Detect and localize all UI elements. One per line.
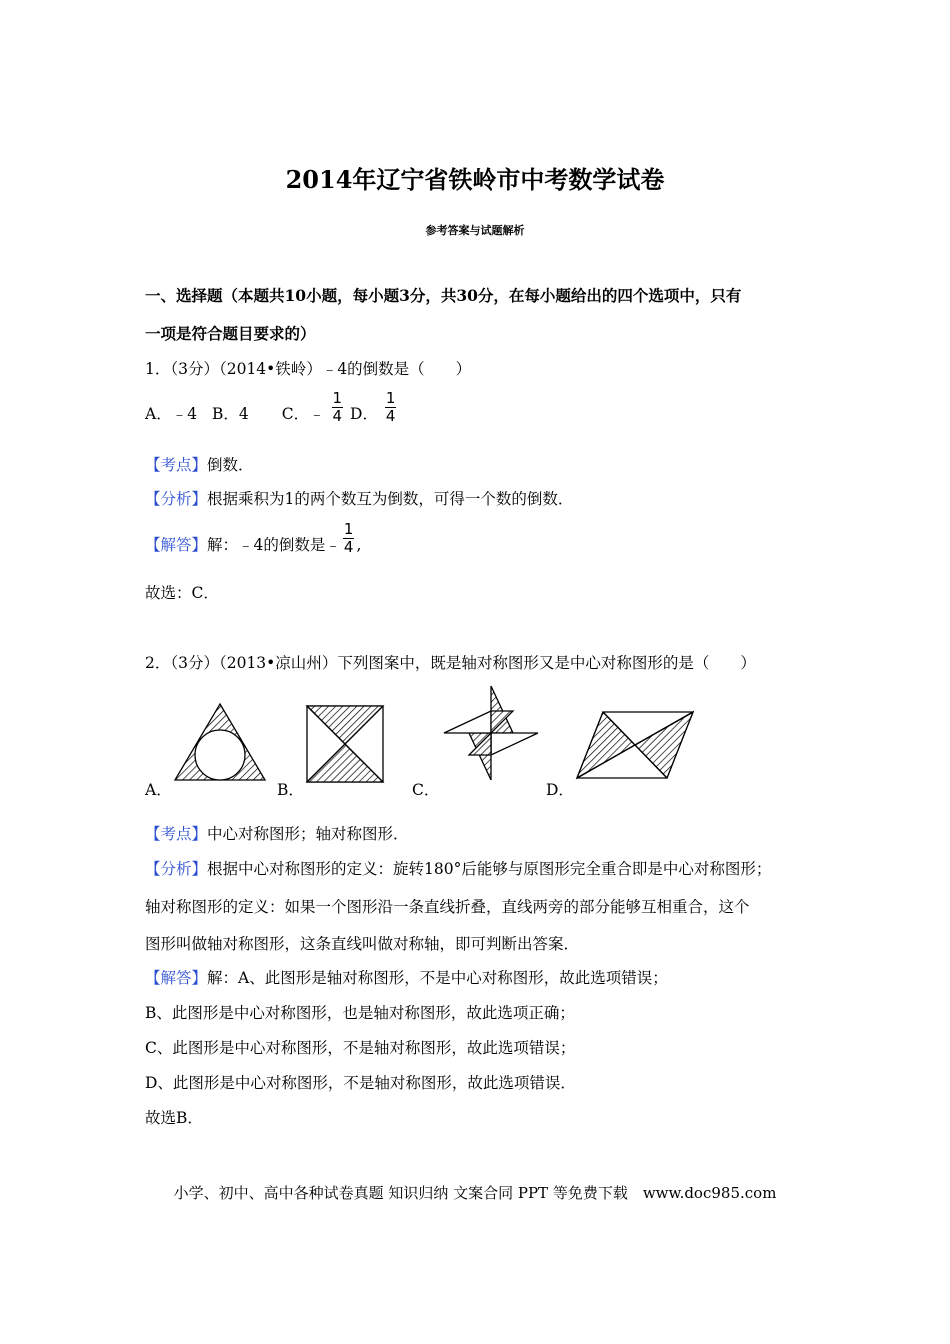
fenxi-text: 根据乘积为1的两个数互为倒数，可得一个数的倒数． — [207, 490, 574, 508]
q1-options — [145, 388, 398, 425]
q1-option-a: A．﹣4 — [145, 405, 198, 423]
q2-jieda-line3: C、此图形是中心对称图形，不是轴对称图形，故此选项错误； — [145, 1039, 576, 1057]
q1-fenxi — [145, 487, 573, 509]
fraction-denominator: 4 — [332, 406, 343, 425]
q1-jieda-fraction — [343, 519, 355, 556]
q2-jieda — [145, 966, 668, 988]
jieda-punct: , — [356, 536, 362, 554]
q2-fenxi-line2: 轴对称图形的定义：如果一个图形沿一条直线折叠，直线两旁的部分能够互相重合，这个 — [145, 898, 750, 916]
kaodian-text: 中心对称图形；轴对称图形． — [207, 825, 409, 843]
q2-jieda-line4: D、此图形是中心对称图形，不是轴对称图形，故此选项错误． — [145, 1074, 576, 1092]
page-title: 2014年辽宁省铁岭市中考数学试卷 — [285, 165, 665, 194]
kaodian-tag: 【考点】 — [145, 456, 208, 474]
kaodian-text: 倒数． — [207, 456, 254, 474]
q2-option-d-label: D． — [546, 781, 574, 799]
q2-fenxi-line3: 图形叫做轴对称图形，这条直线叫做对称轴，即可判断出答案． — [145, 935, 580, 953]
jieda-text: 解：﹣4的倒数是﹣ — [207, 536, 341, 554]
q1-jieda — [145, 519, 362, 556]
section-heading-line2: 一项是符合题目要求的） — [145, 324, 316, 343]
q1-stem: 1．（3分）（2014•铁岭）﹣4的倒数是（ ） — [145, 360, 472, 378]
q2-choice: 故选B． — [145, 1109, 203, 1127]
fenxi-tag: 【分析】 — [145, 490, 208, 508]
q1-option-b: B．4 — [212, 405, 249, 423]
q2-option-c-label: C． — [412, 781, 440, 799]
q1-option-c-fraction — [332, 388, 344, 425]
fraction-numerator: 1 — [332, 388, 343, 407]
page-footer: 小学、初中、高中各种试卷真题 知识归纳 文案合同 PPT 等免费下载 www.doc985.com — [173, 1184, 777, 1202]
q1-choice: 故选：C． — [145, 584, 219, 602]
page-subtitle: 参考答案与试题解析 — [425, 224, 525, 237]
q2-kaodian — [145, 822, 409, 844]
fraction-denominator: 4 — [385, 406, 396, 425]
fenxi-text-line1: 根据中心对称图形的定义：旋转180°后能够与原图形完全重合即是中心对称图形； — [207, 860, 772, 878]
fraction-denominator: 4 — [343, 537, 354, 556]
q2-figure-d — [573, 708, 697, 782]
jieda-tag: 【解答】 — [145, 536, 208, 554]
q2-option-b-label: B． — [277, 781, 304, 799]
section-heading-line1: 一、选择题（本题共10小题，每小题3分，共30分，在每小题给出的四个选项中，只有 — [145, 286, 742, 305]
q2-option-a-label: A． — [145, 781, 172, 799]
fraction-numerator: 1 — [343, 519, 354, 538]
q1-option-d-label: D． — [350, 405, 378, 423]
q2-jieda-line2: B、此图形是中心对称图形，也是轴对称图形，故此选项正确； — [145, 1004, 575, 1022]
q1-option-c-sign: ﹣ — [309, 405, 325, 423]
q2-figure-c — [440, 682, 542, 782]
q2-fenxi — [145, 857, 771, 879]
jieda-tag: 【解答】 — [145, 969, 208, 987]
q1-option-d-fraction — [385, 388, 397, 425]
q2-figure-b — [303, 703, 385, 785]
kaodian-tag: 【考点】 — [145, 825, 208, 843]
jieda-text-line1: 解：A、此图形是轴对称图形，不是中心对称图形，故此选项错误； — [207, 969, 668, 987]
fraction-numerator: 1 — [385, 388, 396, 407]
q2-figure-a — [170, 700, 270, 784]
q1-kaodian — [145, 453, 254, 475]
q2-stem: 2．（3分）（2013•凉山州）下列图案中，既是轴对称图形又是中心对称图形的是（ ） — [145, 654, 756, 672]
q1-option-c-label: C． — [281, 405, 310, 423]
fenxi-tag: 【分析】 — [145, 860, 208, 878]
